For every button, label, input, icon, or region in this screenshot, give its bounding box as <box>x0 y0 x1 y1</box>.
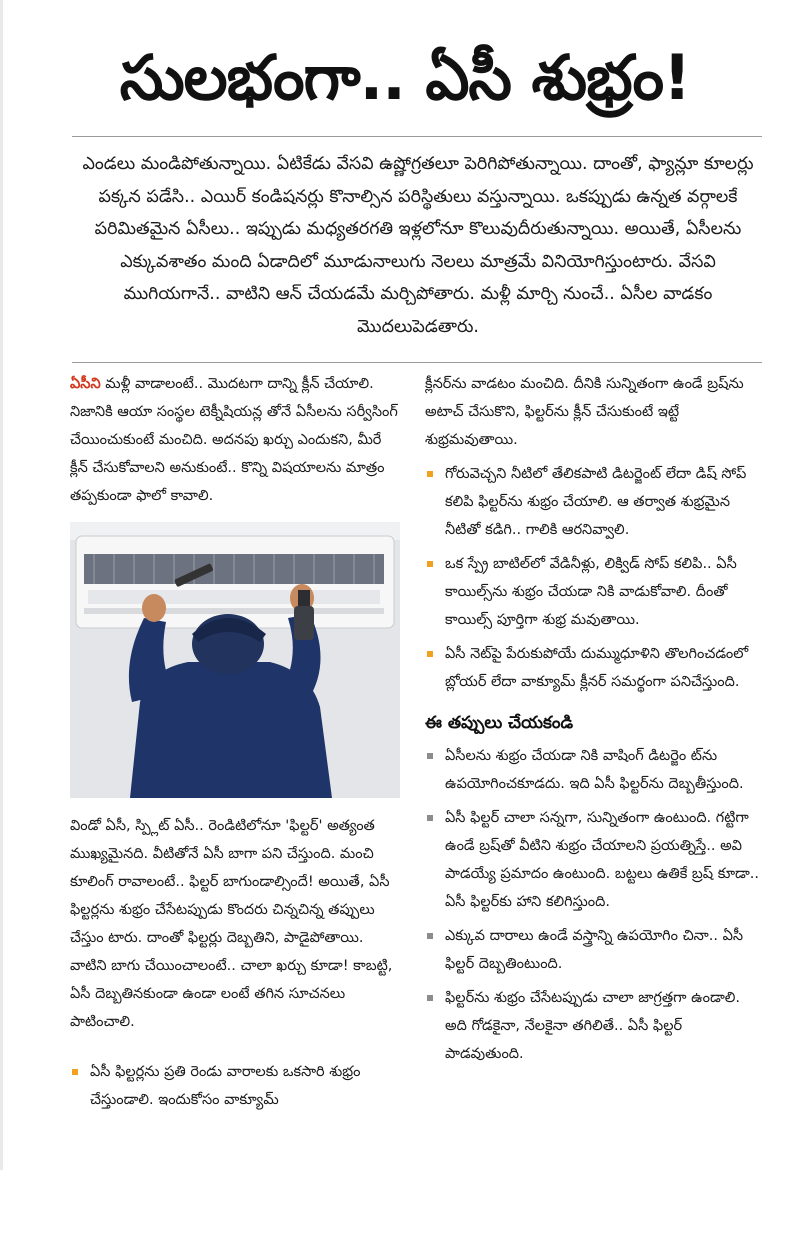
bullet-icon <box>427 933 433 939</box>
list-item: ఏసీ ఫిల్టర్లను ప్రతి రెండు వారాలకు ఒకసారి శుభ్రం చేస్తుండాలి. ఇందుకోసం వాక్యూమ్ <box>70 1058 402 1114</box>
ac-cleaning-photo <box>70 522 400 798</box>
list-item: ఒక స్ప్రే బాటిల్‌లో వేడినీళ్లు, లిక్విడ్ సోప్ కలిపి.. ఏసీ కాయిల్స్‌ను శుభ్రం చేయడా నికి వాడుకోవాలి. దీంతో కాయిల్స్ పూర్తిగా శుభ్ర మవుతాయి. <box>425 550 761 634</box>
donts-list <box>425 742 761 1068</box>
opening-paragraph-text: మళ్లీ వాడాలంటే.. మొదటగా దాన్ని క్లీన్ చేయాలి. నిజానికి ఆయా సంస్థల టెక్నీషియన్ల తోనే ఏసీలను సర్వీసింగ్ చేయించుకుంటే మంచిది. అదనపు ఖర్చు ఎందుకని, మీరే క్లీన్ చేసుకోవాలని అనుకుంటే.. కొన్ని విషయాలను మాత్రం తప్పకుండా ఫాలో కావాలి. <box>70 376 398 504</box>
headline: సులభంగా.. ఏసీ శుభ్రం! <box>119 41 691 114</box>
headline-rule <box>72 136 762 137</box>
list-item: ఫిల్టర్‌ను శుభ్రం చేసేటప్పుడు చాలా జాగ్రత్తగా ఉండాలి. అది గోడకైనా, నేలకైనా తగిలితే.. ఏసీ ఫిల్టర్ పాడవుతుంది. <box>425 984 761 1068</box>
tips-list-right <box>425 460 761 696</box>
donts-heading: ఈ తప్పులు చేయకండి <box>425 713 574 733</box>
list-item: ఏసీ ఫిల్టర్ చాలా సన్నగా, సున్నితంగా ఉంటుంది. గట్టిగా ఉండే బ్రష్‌తో వీటిని శుభ్రం చేయాలని ప్రయత్నిస్తే.. అవి పాడయ్యే ప్రమాదం ఉంటుంది. బట్టలు ఉతికే బ్రష్ కూడా.. ఏసీ ఫిల్టర్‌కు హాని కలిగిస్తుంది. <box>425 804 761 916</box>
bullet-icon <box>72 1069 78 1075</box>
left-column <box>70 370 402 1120</box>
lead-word: ఏసీని <box>70 376 101 392</box>
tips-list-left <box>70 1058 402 1114</box>
continued-paragraph: క్లీనర్‌ను వాడటం మంచిది. దీనికి సున్నితంగా ఉండే బ్రష్‌ను అటాచ్ చేసుకొని, ఫిల్టర్‌ను క్లీన్ చేసుకుంటే ఇట్టే శుభ్రమవుతాయి. <box>425 376 744 448</box>
bullet-icon <box>427 471 433 477</box>
list-item: ఎక్కువ దారాలు ఉండే వస్త్రాన్ని ఉపయోగిం చినా.. ఏసీ ఫిల్టర్ దెబ్బతింటుంది. <box>425 922 761 978</box>
intro-rule <box>72 362 762 363</box>
list-item: గోరువెచ్చని నీటిలో తేలికపాటి డిటర్జెంట్ లేదా డిష్ సోప్ కలిపి ఫిల్టర్‌ను శుభ్రం చేయాలి. ఆ తర్వాత శుభ్రమైన నీటితో కడిగి.. గాలికి ఆరనివ్వాలి. <box>425 460 761 544</box>
opening-paragraph <box>70 370 402 510</box>
filter-paragraph: విండో ఏసీ, స్ప్లిట్ ఏసీ.. రెండిటిలోనూ 'ఫిల్టర్' అత్యంత ముఖ్యమైనది. వీటితోనే ఏసీ బాగా పని చేస్తుంది. మంచి కూలింగ్ రావాలంటే.. ఫిల్టర్ బాగుండాల్సిందే! అయితే, ఏసీ ఫిల్టర్లను శుభ్రం చేసేటప్పుడు కొందరు చిన్నచిన్న తప్పులు చేస్తుం టారు. దాంతో ఫిల్టర్లు దెబ్బతిని, పాడైపోతాయి. వాటిని బాగు చేయించాలంటే.. చాలా ఖర్చు కూడా! కాబట్టి, ఏసీ దెబ్బతినకుండా ఉండా లంటే తగిన సూచనలు పాటించాలి. <box>70 818 393 1030</box>
list-item: ఏసీ నెట్‌పై పేరుకుపోయే దుమ్ముధూళిని తొలగించడంలో బ్లోయర్ లేదా వాక్యూమ్ క్లీనర్ సమర్థంగా పనిచేస్తుంది. <box>425 640 761 696</box>
bullet-icon <box>427 815 433 821</box>
intro-paragraph: ఎండలు మండిపోతున్నాయి. ఏటికేడు వేసవి ఉష్ణోగ్రతలూ పెరిగిపోతున్నాయి. దాంతో, ఫ్యాన్లూ కూలర్లు పక్కన పడేసి.. ఎయిర్ కండిషనర్లు కొనాల్సిన పరిస్థితులు వస్తున్నాయి. ఒకప్పుడు ఉన్నత వర్గాలకే పరిమితమైన ఏసీలు.. ఇప్పుడు మధ్యతరగతి ఇళ్లలోనూ కొలువుదీరుతున్నాయి. అయితే, ఏసీలను ఎక్కువశాతం మంది ఏడాదిలో మూడునాలుగు నెలలు మాత్రమే వినియోగిస్తుంటారు. వేసవి ముగియగానే.. వాటిని ఆన్ చేయడమే మర్చిపోతారు. మళ్లీ మార్చి నుంచే.. ఏసీల వాడకం మొదలుపెడతారు. <box>82 154 754 337</box>
bullet-icon <box>427 995 433 1001</box>
list-item: ఏసీలను శుభ్రం చేయడా నికి వాషింగ్ డిటర్జెం ట్‌ను ఉపయోగించకూడదు. ఇది ఏసీ ఫిల్టర్‌ను దెబ్బతీస్తుంది. <box>425 742 761 798</box>
right-column <box>425 370 761 1074</box>
page-edge <box>0 0 3 1170</box>
bullet-icon <box>427 753 433 759</box>
bullet-icon <box>427 651 433 657</box>
bullet-icon <box>427 561 433 567</box>
